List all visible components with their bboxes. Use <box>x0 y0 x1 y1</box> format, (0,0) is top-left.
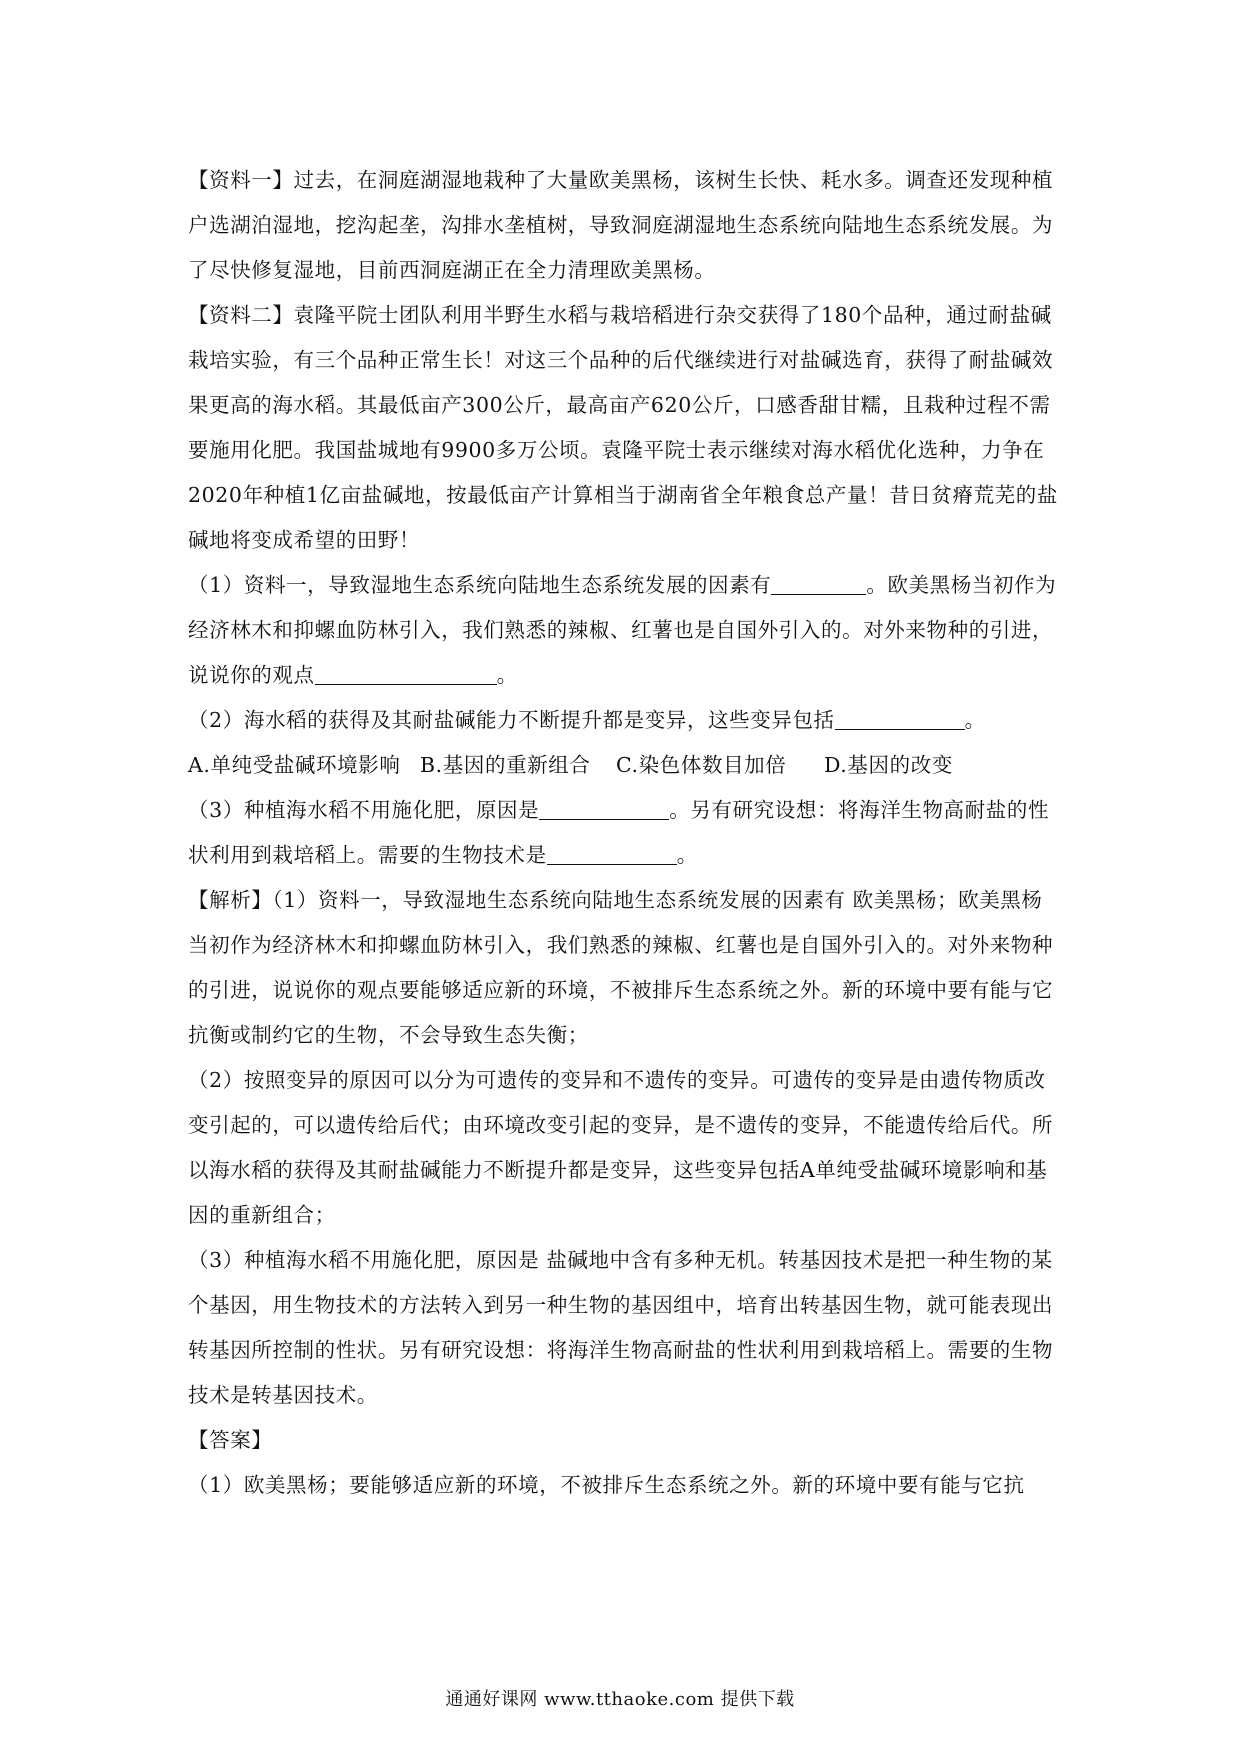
question-2-text-b: 。 <box>964 708 986 732</box>
option-a: A.单纯受盐碱环境影响 <box>188 753 401 777</box>
question-1 <box>188 563 1058 698</box>
question-3-text-c: 。 <box>676 843 698 867</box>
analysis-3: （3）种植海水稻不用施化肥，原因是 盐碱地中含有多种无机。转基因技术是把一种生物的某个基因，用生物技术的方法转入到另一种生物的基因组中，培育出转基因生物，就可能表现出转基因所控制的性状。另有研究设想：将海洋生物高耐盐的性状利用到栽培稻上。需要的生物技术是转基因技术。 <box>188 1248 1054 1407</box>
question-3-text-b: 。另有研究设想：将海洋生物高耐盐的性状利用到栽培稻上。需要的生物技术是 <box>188 798 1050 867</box>
answer-blank <box>547 844 677 866</box>
question-2-text-a: （2）海水稻的获得及其耐盐碱能力不断提升都是变异，这些变异包括 <box>188 708 835 732</box>
material-two: 【资料二】袁隆平院士团队利用半野生水稻与栽培稻进行杂交获得了180个品种，通过耐盐碱栽培实验，有三个品种正常生长！对这三个品种的后代继续进行对盐碱选育，获得了耐盐碱效果更高的海水稻。其最低亩产300公斤，最高亩产620公斤，口感香甜甘糯，且栽种过程不需要施用化肥。我国盐城地有9900多万公顷。袁隆平院士表示继续对海水稻优化选种，力争在2020年种植1亿亩盐碱地，按最低亩产计算相当于湖南省全年粮食总产量！昔日贫瘠荒芜的盐碱地将变成希望的田野！ <box>188 303 1059 552</box>
question-3-text-a: （3）种植海水稻不用施化肥，原因是 <box>188 798 540 822</box>
material-one: 【资料一】过去，在洞庭湖湿地栽种了大量欧美黑杨，该树生长快、耗水多。调查还发现种植户选湖泊湿地，挖沟起垄，沟排水垄植树，导致洞庭湖湿地生态系统向陆地生态系统发展。为了尽快修复湿地，目前西洞庭湖正在全力清理欧美黑杨。 <box>188 168 1054 282</box>
question-1-text-a: （1）资料一，导致湿地生态系统向陆地生态系统发展的因素有 <box>188 573 772 597</box>
option-c: C.染色体数目加倍 <box>616 753 787 777</box>
answer-blank <box>315 664 497 686</box>
analysis-2: （2）按照变异的原因可以分为可遗传的变异和不遗传的变异。可遗传的变异是由遗传物质改变引起的，可以遗传给后代；由环境改变引起的变异，是不遗传的变异，不能遗传给后代。所以海水稻的获得及其耐盐碱能力不断提升都是变异，这些变异包括A单纯受盐碱环境影响和基因的重新组合； <box>188 1068 1054 1227</box>
question-1-text-b: 。欧美黑杨当初作为经济林木和抑螺血防林引入，我们熟悉的辣椒、红薯也是自国外引入的。对外来物种的引进，说说你的观点 <box>188 573 1057 687</box>
page-footer: 通通好课网 www.tthaoke.com 提供下载 <box>445 1689 795 1710</box>
question-3 <box>188 788 1058 878</box>
answer-blank <box>771 574 866 596</box>
answer-blank <box>835 709 965 731</box>
question-2-options <box>188 743 1058 788</box>
document-body <box>188 158 1058 1508</box>
answer-1: （1）欧美黑杨；要能够适应新的环境，不被排斥生态系统之外。新的环境中要有能与它抗 <box>188 1473 1025 1497</box>
question-1-text-c: 。 <box>496 663 518 687</box>
question-2 <box>188 698 1058 743</box>
option-b: B.基因的重新组合 <box>420 753 591 777</box>
answer-heading: 【答案】 <box>188 1428 273 1452</box>
analysis-1: 【解析】（1）资料一，导致湿地生态系统向陆地生态系统发展的因素有 欧美黑杨；欧美黑杨当初作为经济林木和抑螺血防林引入，我们熟悉的辣椒、红薯也是自国外引入的。对外来物种的引进，说说你的观点要能够适应新的环境，不被排斥生态系统之外。新的环境中要有能与它抗衡或制约它的生物，不会导致生态失衡； <box>188 888 1054 1047</box>
answer-blank <box>539 799 669 821</box>
option-d: D.基因的改变 <box>824 753 953 777</box>
